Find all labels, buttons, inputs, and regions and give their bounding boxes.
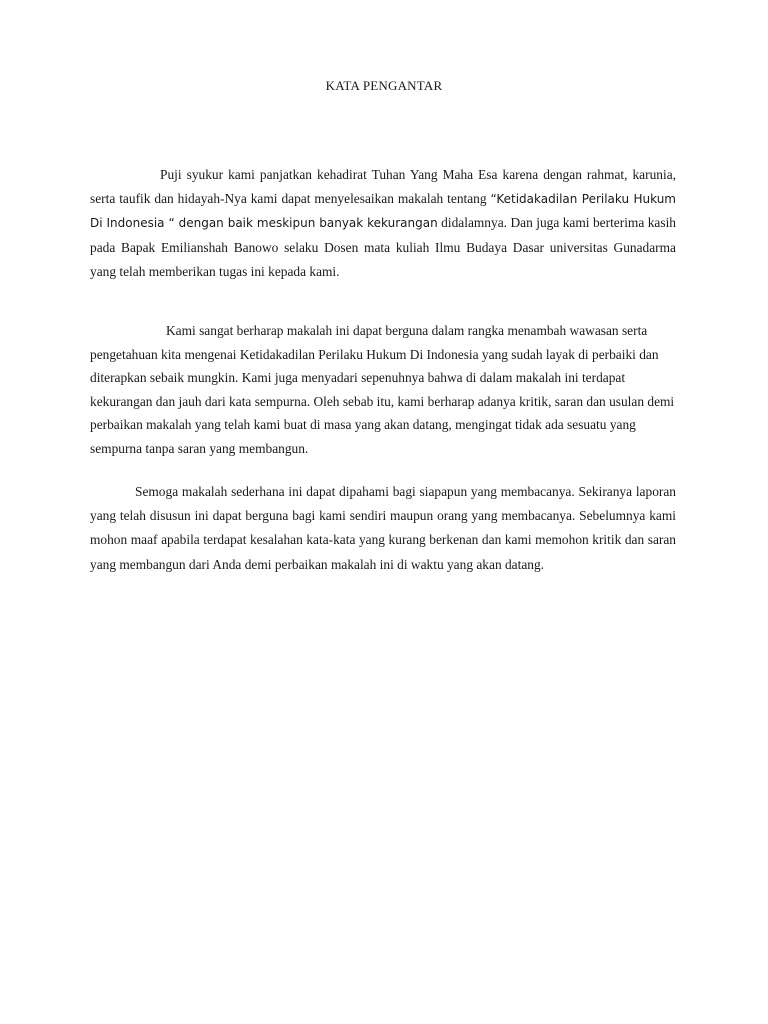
paragraph-1 [90,163,676,284]
paragraph-2: Kami sangat berharap makalah ini dapat berguna dalam rangka menambah wawasan serta pengetahuan kita mengenai Ketidakadilan Perilaku Hukum Di Indonesia yang sudah layak di perbaiki dan diterapkan sebaik mungkin. Kami juga menyadari sepenuhnya bahwa di dalam makalah ini terdapat kekurangan dan jauh dari kata sempurna. Oleh sebab itu, kami berharap adanya kritik, saran dan usulan demi perbaikan makalah yang telah kami buat di masa yang akan datang, mengingat tidak ada sesuatu yang sempurna tanpa saran yang membangun. [90,323,675,456]
paragraph-1-part-2: didalamnya. Dan juga kami berterima kasih pada Bapak Emilianshah Banowo selaku Dosen mata kuliah Ilmu Budaya Dasar universitas Gunadarma yang telah memberikan tugas ini kepada kami. [90,215,676,279]
paragraph-1-part-1: Puji syukur kami panjatkan kehadirat Tuhan Yang Maha Esa karena dengan rahmat, karunia, serta taufik dan hidayah-Nya kami dapat menyelesaikan makalah tentang [90,167,676,207]
paragraph-3: Semoga makalah sederhana ini dapat dipahami bagi siapapun yang membacanya. Sekiranya laporan yang telah disusun ini dapat berguna bagi kami sendiri maupun orang yang membacanya. Sebelumnya kami mohon maaf apabila terdapat kesalahan kata-kata yang kurang berkenan dan kami memohon kritik dan saran yang membangun dari Anda demi perbaikan makalah ini di waktu yang akan datang. [90,484,676,572]
page-title: KATA PENGANTAR [325,78,443,93]
paragraph-1-quoted-title: “Ketidakadilan Perilaku Hukum Di Indonesia “ dengan baik meskipun banyak kekurangan [90,192,676,231]
